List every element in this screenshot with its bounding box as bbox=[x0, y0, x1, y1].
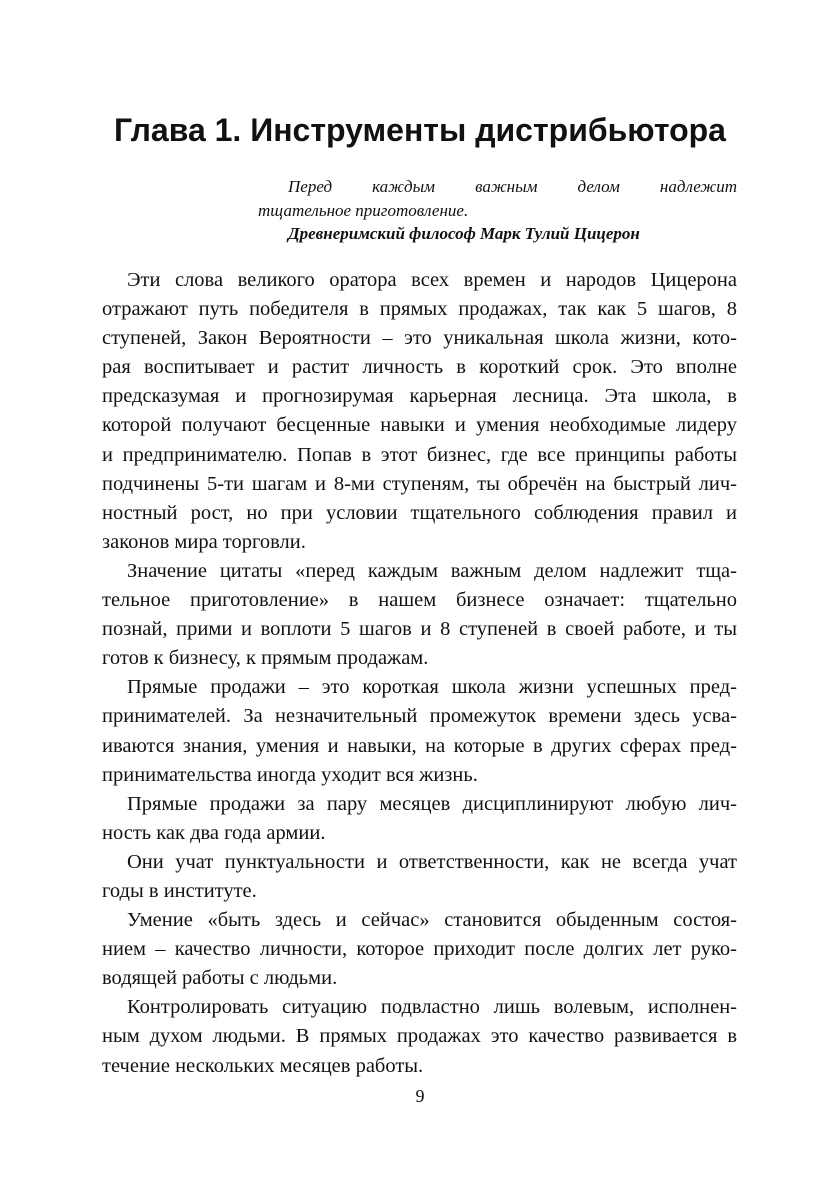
text-line: водящей работы с людьми. bbox=[102, 967, 338, 990]
page-number: 9 bbox=[415, 1086, 425, 1106]
text-line: готов к бизнесу, к прямым продажам. bbox=[102, 647, 429, 670]
text-line: Эти слова великого оратора всех времен и народов Цицерона bbox=[127, 269, 737, 291]
text-line: тельное приготовление» в нашем бизнесе означает: тщательно bbox=[102, 589, 737, 612]
text-line: рая воспитывает и растит личность в короткий срок. Это вполне bbox=[102, 356, 737, 379]
text-line: течение нескольких месяцев работы. bbox=[102, 1054, 424, 1077]
text-line: принимателей. За незначительный промежуток времени здесь усва- bbox=[102, 705, 737, 728]
text-line: подчинены 5-ти шагам и 8-ми ступеням, ты обречён на быстрый лич- bbox=[102, 472, 737, 495]
text-line: познай, прими и воплоти 5 шагов и 8 ступеней в своей работе, и ты bbox=[102, 618, 737, 641]
body-text bbox=[102, 266, 737, 1081]
text-line: Прямые продажи за пару месяцев дисциплинируют любую лич- bbox=[127, 792, 737, 815]
text-line: которой получают бесценные навыки и умения необходимые лидеру bbox=[102, 414, 737, 437]
epigraph-author: Древнеримский философ Марк Тулий Цицерон bbox=[288, 224, 640, 243]
text-line: предсказумая и прогнозирумая карьерная лесница. Эта школа, в bbox=[102, 385, 737, 408]
text-line: иваются знания, умения и навыки, на которые в других сферах пред- bbox=[102, 734, 737, 757]
text-line: нием – качество личности, которое приходит после долгих лет руко- bbox=[102, 938, 737, 961]
text-line: и предпринимателю. Попав в этот бизнес, где все принципы работы bbox=[102, 443, 737, 466]
text-line: ностный рост, но при условии тщательного соблюдения правил и bbox=[102, 501, 737, 524]
paragraph bbox=[102, 673, 737, 789]
text-line: Значение цитаты «перед каждым важным делом надлежит тща- bbox=[127, 559, 737, 582]
paragraph bbox=[102, 906, 737, 993]
text-line: ность как два года армии. bbox=[102, 821, 326, 844]
text-line: ным духом людьми. В прямых продажах это качество развивается в bbox=[102, 1025, 737, 1048]
text-line: отражают путь победителя в прямых продажах, так как 5 шагов, 8 bbox=[102, 298, 737, 321]
chapter-title: Глава 1. Инструменты дистрибьютора bbox=[114, 112, 726, 148]
text-line: годы в институте. bbox=[102, 879, 257, 902]
paragraph bbox=[102, 266, 737, 557]
text-line: законов мира торговли. bbox=[102, 530, 306, 553]
epigraph-line: Перед каждым важным делом надлежит bbox=[288, 177, 737, 196]
text-line: Умение «быть здесь и сейчас» становится обыденным состоя- bbox=[127, 909, 737, 932]
paragraph bbox=[102, 993, 737, 1080]
paragraph bbox=[102, 790, 737, 848]
paragraph bbox=[102, 848, 737, 906]
text-line: Они учат пунктуальности и ответственности, как не всегда учат bbox=[127, 850, 737, 873]
epigraph bbox=[258, 175, 737, 246]
text-line: Прямые продажи – это короткая школа жизни успешных пред- bbox=[127, 676, 737, 699]
text-line: Контролировать ситуацию подвластно лишь волевым, исполнен- bbox=[127, 996, 737, 1019]
text-line: ступеней, Закон Вероятности – это уникальная школа жизни, кото- bbox=[102, 327, 737, 350]
epigraph-line: тщательное приготовление. bbox=[258, 200, 469, 220]
text-line: принимательства иногда уходит вся жизнь. bbox=[102, 763, 478, 786]
paragraph bbox=[102, 557, 737, 673]
